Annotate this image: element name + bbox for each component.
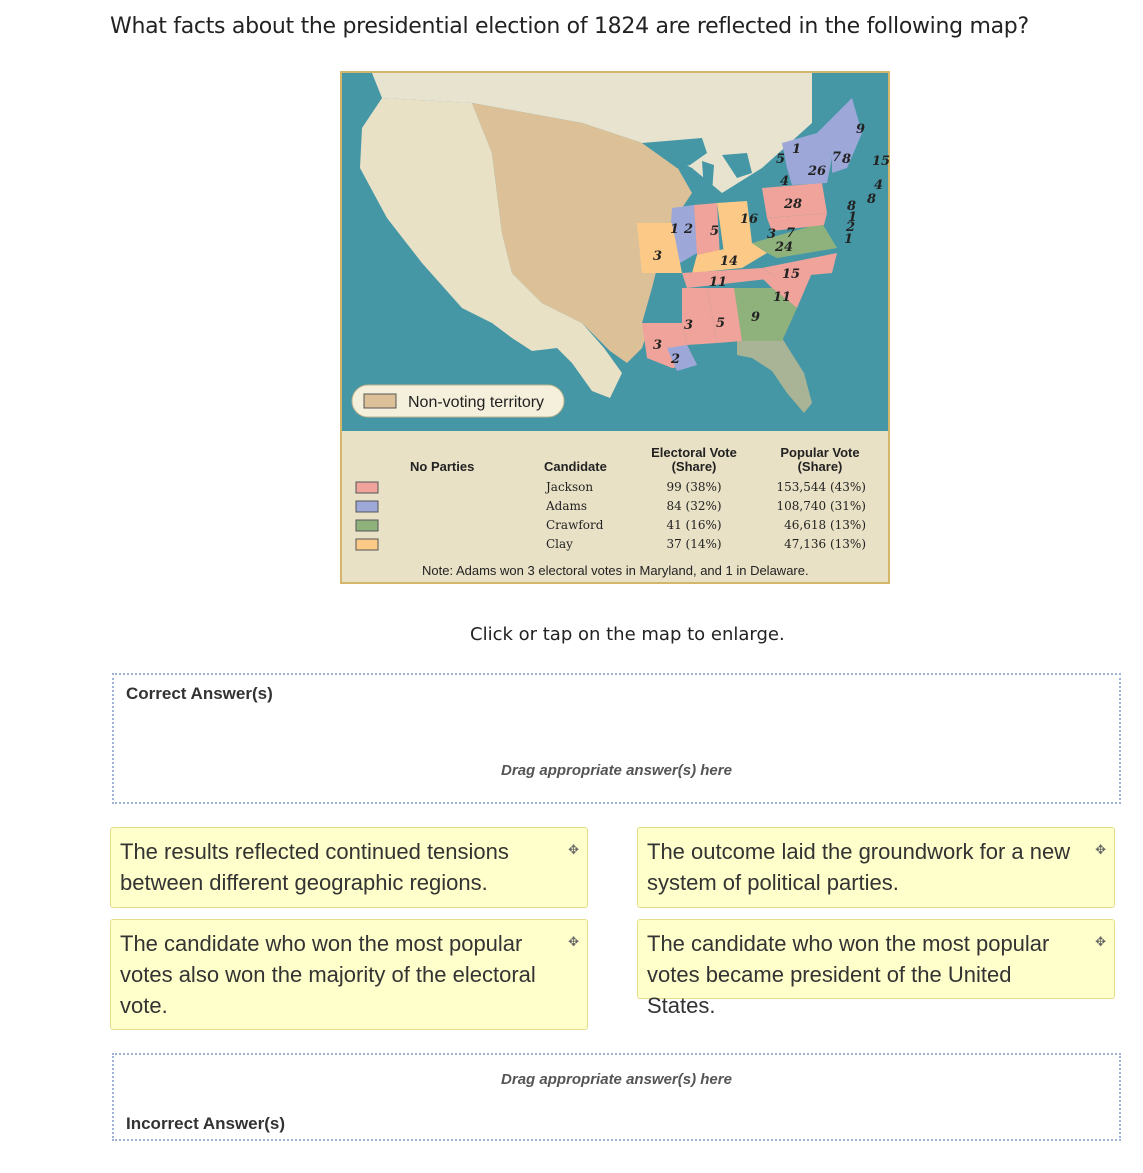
electoral-header-1: Electoral Vote (651, 445, 737, 460)
ev-md-c: 3 (767, 227, 777, 242)
ev-clay: 37 (14%) (666, 537, 722, 551)
ev-nj: 8 (847, 199, 857, 214)
ev-ky: 14 (720, 254, 739, 269)
pv-jackson: 153,544 (43%) (776, 480, 866, 494)
move-icon: ✥ (568, 934, 579, 949)
ev-maine: 9 (856, 122, 866, 137)
ev-pa: 28 (784, 197, 803, 212)
move-icon: ✥ (1095, 934, 1106, 949)
nonvoting-swatch (364, 394, 396, 408)
ev-md-a: 2 (846, 220, 856, 235)
answer-card[interactable] (110, 919, 588, 1030)
ev-oh: 16 (740, 212, 759, 227)
pv-crawford: 46,618 (13%) (784, 518, 866, 532)
ev-la-a: 3 (653, 338, 663, 353)
pv-clay: 47,136 (13%) (784, 537, 866, 551)
ev-tn: 11 (709, 275, 728, 290)
ev-md-b: 1 (844, 232, 854, 247)
ev-va: 24 (775, 240, 794, 255)
ev-nh: 7 (832, 150, 842, 165)
swatch-crawford (356, 520, 378, 531)
answer-card[interactable] (637, 827, 1115, 908)
correct-answers-label: Correct Answer(s) (126, 684, 273, 703)
ev-ga: 9 (751, 310, 761, 325)
candidate-header: Candidate (544, 459, 607, 474)
incorrect-answers-label: Incorrect Answer(s) (126, 1114, 286, 1133)
ev-il-a: 1 (670, 222, 680, 237)
incorrect-drop-hint: Drag appropriate answer(s) here (501, 1071, 732, 1088)
cand-crawford: Crawford (546, 518, 604, 532)
ev-md-d: 7 (786, 226, 796, 241)
answer-card-text: The outcome laid the groundwork for a new system of political parties. (647, 839, 1071, 895)
cand-clay: Clay (546, 537, 573, 551)
swatch-adams (356, 501, 378, 512)
move-icon: ✥ (1095, 842, 1106, 857)
ev-adams: 84 (32%) (666, 499, 722, 513)
map-caption: Click or tap on the map to enlarge. (470, 624, 785, 645)
map-note: Note: Adams won 3 electoral votes in Maryland, and 1 in Delaware. (422, 563, 809, 578)
answer-card-text: The candidate who won the most popular votes also won the majority of the electoral vote. (120, 931, 536, 1018)
ev-nc: 15 (782, 267, 801, 282)
swatch-jackson (356, 482, 378, 493)
correct-answers-dropzone[interactable] (112, 673, 1121, 804)
ev-ny-a: 5 (776, 152, 786, 167)
popular-header-1: Popular Vote (780, 445, 860, 460)
ev-ny-b: 1 (792, 142, 802, 157)
ev-ny: 26 (808, 164, 827, 179)
swatch-clay (356, 539, 378, 550)
no-parties-header: No Parties (410, 459, 475, 474)
cand-jackson: Jackson (546, 480, 594, 494)
answer-card[interactable] (637, 919, 1115, 1018)
ev-ri: 4 (874, 178, 884, 193)
incorrect-answers-dropzone[interactable] (112, 1053, 1121, 1141)
correct-drop-hint: Drag appropriate answer(s) here (501, 762, 732, 779)
question-text: What facts about the presidential election of 1824 are reflected in the following map? (110, 14, 1029, 39)
cand-adams: Adams (546, 499, 588, 513)
ev-mass: 15 (872, 154, 891, 169)
ev-vt: 8 (842, 152, 852, 167)
pv-adams: 108,740 (31%) (776, 499, 866, 513)
ev-crawford: 41 (16%) (666, 518, 722, 532)
ev-ms: 3 (684, 318, 694, 333)
answer-card-text: The candidate who won the most popular votes became president of the United States. (647, 931, 1050, 1018)
ev-in: 5 (710, 224, 720, 239)
move-icon: ✥ (568, 842, 579, 857)
ev-al: 5 (716, 316, 726, 331)
answer-card[interactable] (110, 827, 588, 908)
popular-header-2: (Share) (797, 459, 843, 474)
ev-la-b: 2 (671, 352, 681, 367)
ev-sc: 11 (773, 290, 792, 305)
ev-ct: 8 (867, 192, 877, 207)
answer-card-text: The results reflected continued tensions between different geographic regions. (120, 839, 509, 895)
ev-de: 1 (848, 210, 858, 225)
ev-jackson: 99 (38%) (666, 480, 722, 494)
nonvoting-label: Non-voting territory (408, 394, 545, 411)
election-map[interactable] (340, 71, 890, 584)
ev-mo: 3 (653, 249, 663, 264)
electoral-header-2: (Share) (671, 459, 717, 474)
ev-ny-c: 4 (780, 174, 790, 189)
ev-il-b: 2 (684, 222, 694, 237)
